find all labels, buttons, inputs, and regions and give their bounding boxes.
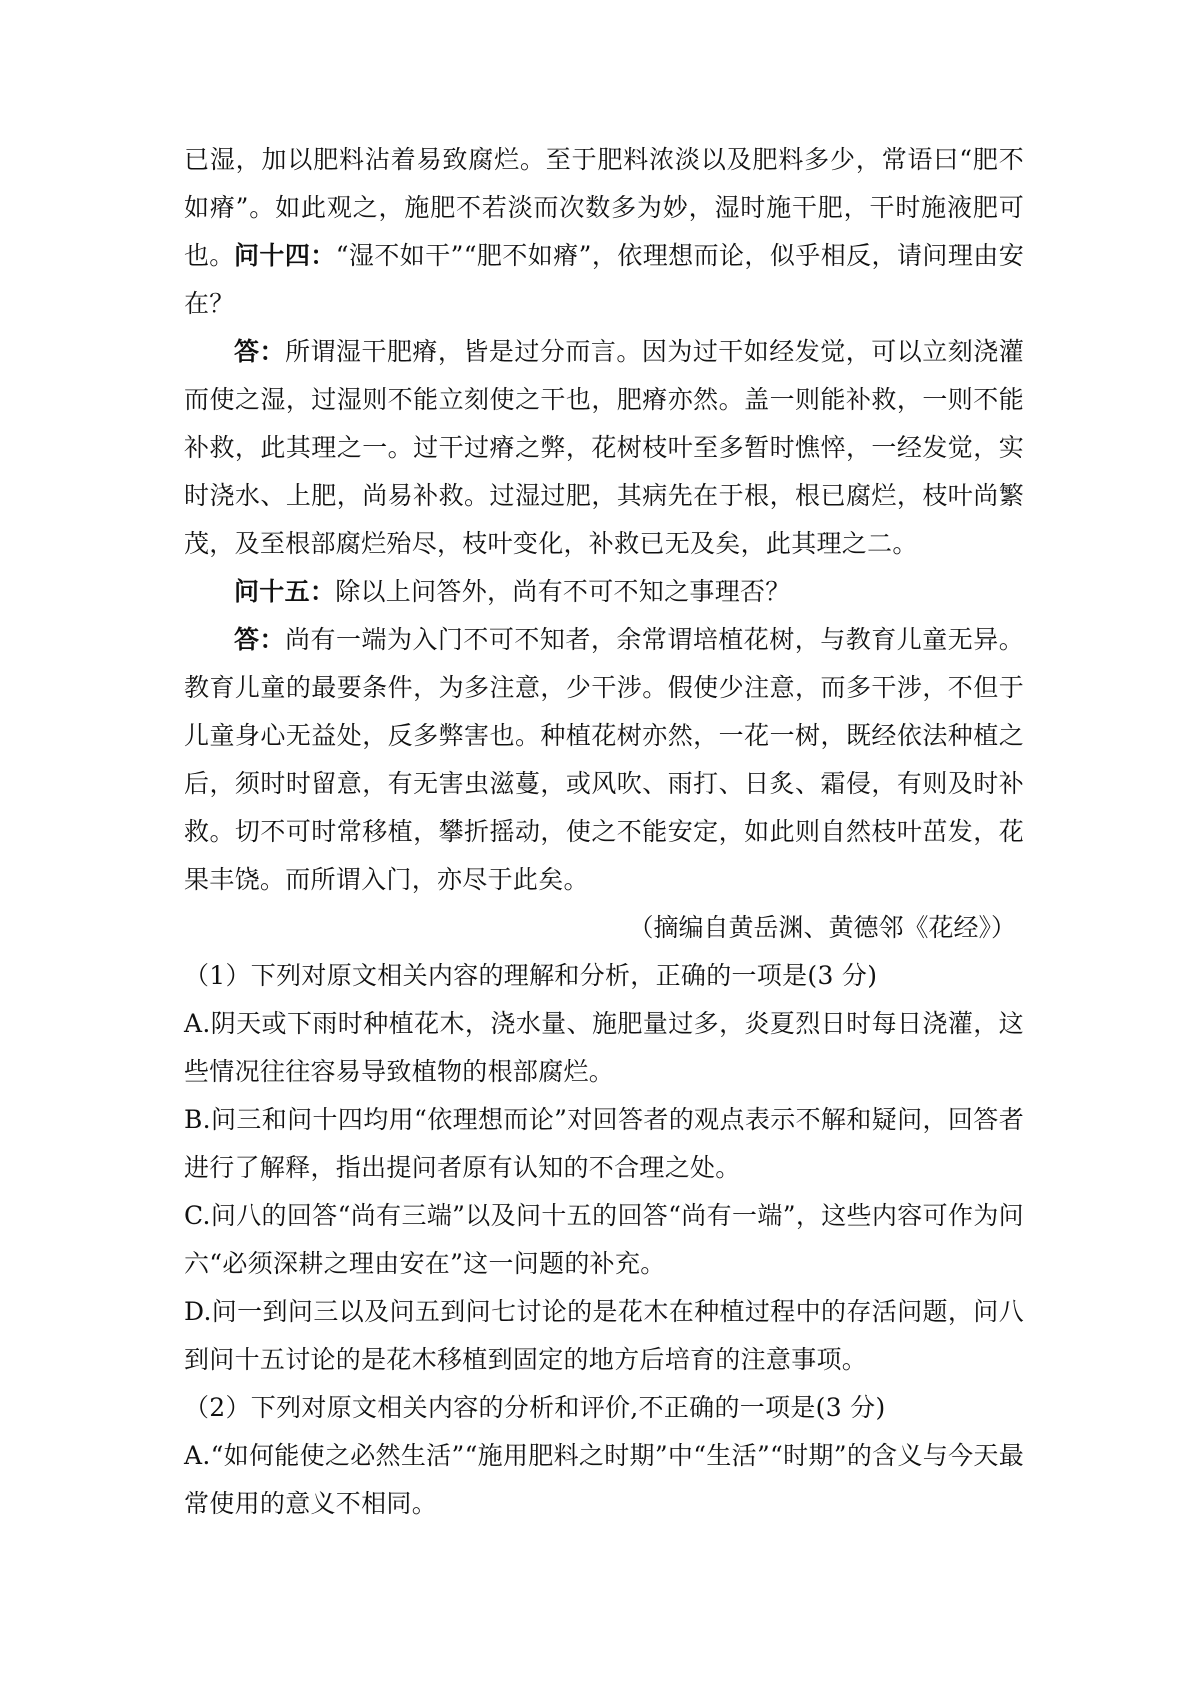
question-1-stem: （1）下列对原文相关内容的理解和分析，正确的一项是(3 分) [184,961,878,990]
source-citation: （摘编自黄岳渊、黄德邻《花经》） [628,913,1016,942]
answer-15 [184,616,1024,904]
question-14 [184,232,1024,328]
question-2-stem: （2）下列对原文相关内容的分析和评价,不正确的一项是(3 分) [184,1393,886,1422]
answer-15-label: 答： [234,625,285,654]
question-15-text: 除以上问答外，尚有不可不知之事理否？ [335,577,791,606]
question-15-label: 问十五： [234,577,336,606]
answer-14 [184,328,1024,568]
question-14-text: “湿不如干”“肥不如瘠”，依理想而论，似乎相反，请问理由安在？ [184,241,1025,318]
question-1-option-c: C.问八的回答“尚有三端”以及问十五的回答“尚有一端”，这些内容可作为问六“必须深耕之理由安在”这一问题的补充。 [184,1201,1024,1278]
answer-14-text: 所谓湿干肥瘠，皆是过分而言。因为过干如经发觉，可以立刻浇灌而使之湿，过湿则不能立刻使之干也，肥瘠亦然。盖一则能补救，一则不能补救，此其理之一。过干过瘠之弊，花树枝叶至多暂时憔悴，一经发觉，实时浇水、上肥，尚易补救。过湿过肥，其病先在于根，根已腐烂，枝叶尚繁茂，及至根部腐烂殆尽，枝叶变化，补救已无及矣，此其理之二。 [184,337,1024,558]
question-1-option-b: B.问三和问十四均用“依理想而论”对回答者的观点表示不解和疑问，回答者进行了解释，指出提问者原有认知的不合理之处。 [184,1105,1024,1182]
question-1-option-d: D.问一到问三以及问五到问七讨论的是花木在种植过程中的存活问题，问八到问十五讨论的是花木移植到固定的地方后培育的注意事项。 [184,1297,1024,1374]
question-1-option-a: A.阴天或下雨时种植花木，浇水量、施肥量过多，炎夏烈日时每日浇灌，这些情况往往容易导致植物的根部腐烂。 [184,1009,1024,1086]
question-2-option-a: A.“如何能使之必然生活”“施用肥料之时期”中“生活”“时期”的含义与今天最常使用的意义不相同。 [184,1441,1024,1518]
continued-paragraph: 已湿，加以肥料沾着易致腐烂。至于肥料浓淡以及肥料多少，常语曰“肥不如瘠”。如此观之，施肥不若淡而次数多为妙，湿时施干肥，干时施液肥可也。 [184,145,1024,270]
answer-14-label: 答： [234,337,285,366]
question-14-label: 问十四： [234,241,336,270]
question-15 [184,568,1024,616]
answer-15-text: 尚有一端为入门不可不知者，余常谓培植花树，与教育儿童无异。教育儿童的最要条件，为多注意，少干涉。假使少注意，而多干涉，不但于儿童身心无益处，反多弊害也。种植花树亦然，一花一树，既经依法种植之后，须时时留意，有无害虫滋蔓，或风吹、雨打、日炙、霜侵，有则及时补救。切不可时常移植，攀折摇动，使之不能安定，如此则自然枝叶茁发，花果丰饶。而所谓入门，亦尽于此矣。 [184,625,1024,894]
